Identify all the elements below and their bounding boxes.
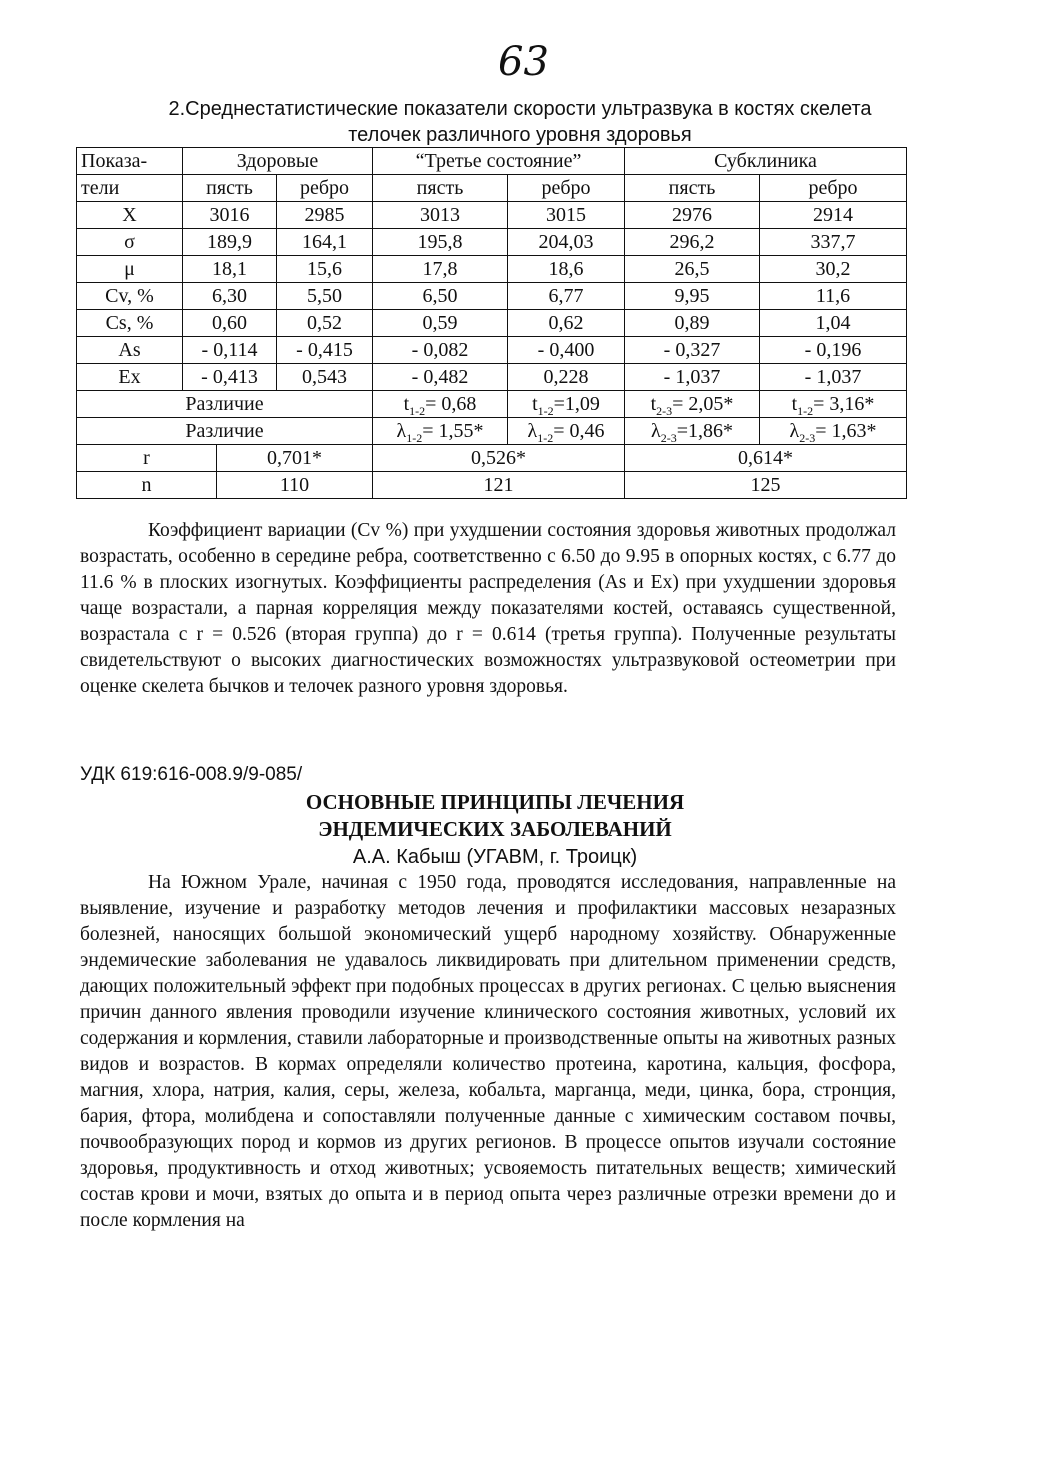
table-row	[77, 283, 907, 310]
table-cell: 164,1	[277, 229, 373, 256]
lambda-value: $\lambda_{1-2}= 1,55*$	[373, 418, 508, 445]
table-cell: 9,95	[625, 283, 760, 310]
article-title-line1: ОСНОВНЫЕ ПРИНЦИПЫ ЛЕЧЕНИЯ	[305, 790, 685, 814]
table-cell: 30,2	[760, 256, 907, 283]
table-cell: 0,228	[508, 364, 625, 391]
table-cell: 26,5	[625, 256, 760, 283]
row-label: As	[77, 337, 183, 364]
table-cell: - 0,413	[183, 364, 277, 391]
n-value-subclinic: 125	[625, 472, 907, 499]
n-label: n	[77, 472, 217, 499]
article-author: А.А. Кабыш (УГАВМ, г. Троицк)	[352, 846, 638, 868]
table-cell: 18,6	[508, 256, 625, 283]
stats-table	[76, 147, 907, 499]
table-cell: 0,52	[277, 310, 373, 337]
n-value-healthy: 110	[217, 472, 373, 499]
table-cell: 6,30	[183, 283, 277, 310]
table-cell: - 1,037	[760, 364, 907, 391]
correlation-row	[77, 445, 907, 472]
header-group-third-state: “Третье состояние”	[373, 148, 625, 175]
table-cell: 0,89	[625, 310, 760, 337]
r-value-healthy: 0,701*	[217, 445, 373, 472]
table-row	[77, 202, 907, 229]
table-cell: 204,03	[508, 229, 625, 256]
row-label: Cs, %	[77, 310, 183, 337]
body-paragraph-2	[80, 870, 896, 1234]
n-value-third-state: 121	[373, 472, 625, 499]
table-cell: 6,50	[373, 283, 508, 310]
table-cell: 2976	[625, 202, 760, 229]
table-cell: - 1,037	[625, 364, 760, 391]
row-label: μ	[77, 256, 183, 283]
table-cell: - 0,196	[760, 337, 907, 364]
count-row	[77, 472, 907, 499]
body-paragraph-1	[80, 518, 896, 700]
table-row	[77, 337, 907, 364]
t-value: $t_{1-2}=1,09$	[508, 391, 625, 418]
table-cell: 2914	[760, 202, 907, 229]
header-bone-rib: ребро	[760, 175, 907, 202]
table-cell: 0,543	[277, 364, 373, 391]
table-cell: 18,1	[183, 256, 277, 283]
header-group-subclinic: Субклиника	[625, 148, 907, 175]
header-param-2: тели	[77, 175, 183, 202]
row-label: X	[77, 202, 183, 229]
t-value: $t_{1-2}= 3,16*$	[760, 391, 907, 418]
header-bone-metacarpus: пясть	[625, 175, 760, 202]
table-cell: - 0,482	[373, 364, 508, 391]
table-caption-line1: 2.Среднестатистические показатели скорости ультразвука в костях скелета	[168, 98, 872, 120]
r-label: r	[77, 445, 217, 472]
table-cell: 1,04	[760, 310, 907, 337]
table-cell: 17,8	[373, 256, 508, 283]
table-cell: 11,6	[760, 283, 907, 310]
row-label: σ	[77, 229, 183, 256]
difference-label: Различие	[77, 391, 373, 418]
table-cell: - 0,415	[277, 337, 373, 364]
table-cell: 3015	[508, 202, 625, 229]
t-difference-row	[77, 391, 907, 418]
table-cell: 15,6	[277, 256, 373, 283]
lambda-value: $\lambda_{2-3}= 1,63*$	[760, 418, 907, 445]
page-number: 63	[498, 39, 549, 85]
table-cell: 0,60	[183, 310, 277, 337]
table-cell: 6,77	[508, 283, 625, 310]
table-cell: 195,8	[373, 229, 508, 256]
table-cell: 0,59	[373, 310, 508, 337]
header-param: Показа-	[77, 148, 183, 175]
lambda-value: $\lambda_{2-3}=1,86*$	[625, 418, 760, 445]
table-cell: 337,7	[760, 229, 907, 256]
header-group-healthy: Здоровые	[183, 148, 373, 175]
r-value-third-state: 0,526*	[373, 445, 625, 472]
table-cell: - 0,327	[625, 337, 760, 364]
table-cell: 0,62	[508, 310, 625, 337]
table-cell: - 0,082	[373, 337, 508, 364]
table-cell: 3013	[373, 202, 508, 229]
paragraph-intro: На Южном Урале, начиная с 1950 года, проводятся исследования, направленные на выявление, изучение и разработку методов лечения и профилактики массовых незаразных болезней, наносящих большой экономический ущерб народному хозяйству. Обнаруженные эндемические заболевания не удавалось ликвидировать при длительном применении средств, дающих положительный эффект при подобных процессах в других регионах. С целью выяснения причин данного явления проводили изучение клинического состояния животных, условий их содержания и кормления, ставили лабораторные и производственные опыты на животных разных видов и возрастов. В кормах определяли количество протеина, каротина, кальция, фосфора, магния, хлора, натрия, калия, серы, железа, кобальта, марганца, меди, цинка, бора, стронция, бария, фтора, молибдена и сопоставляли полученные данные с химическим составом почвы, почвообразующих пород и кормов из других регионов. В процессе опытов изучали состояние здоровья, продуктивность и отход животных; усвояемость питательных веществ; химический состав крови и мочи, взятых до опыта и в период опыта через различные отрезки времени до и после кормления на	[80, 872, 896, 1231]
table-row	[77, 256, 907, 283]
table-row	[77, 310, 907, 337]
header-bone-rib: ребро	[508, 175, 625, 202]
table-cell: - 0,114	[183, 337, 277, 364]
udk-code: УДК 619:616-008.9/9-085/	[80, 764, 303, 785]
table-row	[77, 364, 907, 391]
difference-label: Различие	[77, 418, 373, 445]
t-value: $t_{2-3}= 2,05*$	[625, 391, 760, 418]
row-label: Ex	[77, 364, 183, 391]
header-bone-metacarpus: пясть	[183, 175, 277, 202]
table-cell: 296,2	[625, 229, 760, 256]
article-title-line2: ЭНДЕМИЧЕСКИХ ЗАБОЛЕВАНИЙ	[318, 817, 672, 841]
table-cell: 2985	[277, 202, 373, 229]
table-cell: - 0,400	[508, 337, 625, 364]
table-cell: 3016	[183, 202, 277, 229]
table-row	[77, 229, 907, 256]
table-caption-line2: телочек различного уровня здоровья	[348, 124, 692, 146]
t-value: $t_{1-2}= 0,68$	[373, 391, 508, 418]
paragraph-cv: Коэффициент вариации (Cv %) при ухудшении состояния здоровья животных продолжал возрастать, особенно в середине ребра, соответственно с 6.50 до 9.95 в опорных костях, с 6.77 до 11.6 % в плоских изогнутых. Коэффициенты распределения (As и Ex) при ухудшении здоровья чаще возрастали, а парная корреляция между показателями костей, оставаясь существенной, возрастала с r = 0.526 (вторая группа) до r = 0.614 (третья группа). Полученные результаты свидетельствуют о высоких диагностических возможностях ультразвуковой остеометрии при оценке скелета бычков и телочек разного уровня здоровья.	[80, 520, 896, 697]
header-bone-metacarpus: пясть	[373, 175, 508, 202]
lambda-difference-row	[77, 418, 907, 445]
r-value-subclinic: 0,614*	[625, 445, 907, 472]
table-cell: 5,50	[277, 283, 373, 310]
lambda-value: $\lambda_{1-2}= 0,46$	[508, 418, 625, 445]
row-label: Cv, %	[77, 283, 183, 310]
table-cell: 189,9	[183, 229, 277, 256]
header-bone-rib: ребро	[277, 175, 373, 202]
